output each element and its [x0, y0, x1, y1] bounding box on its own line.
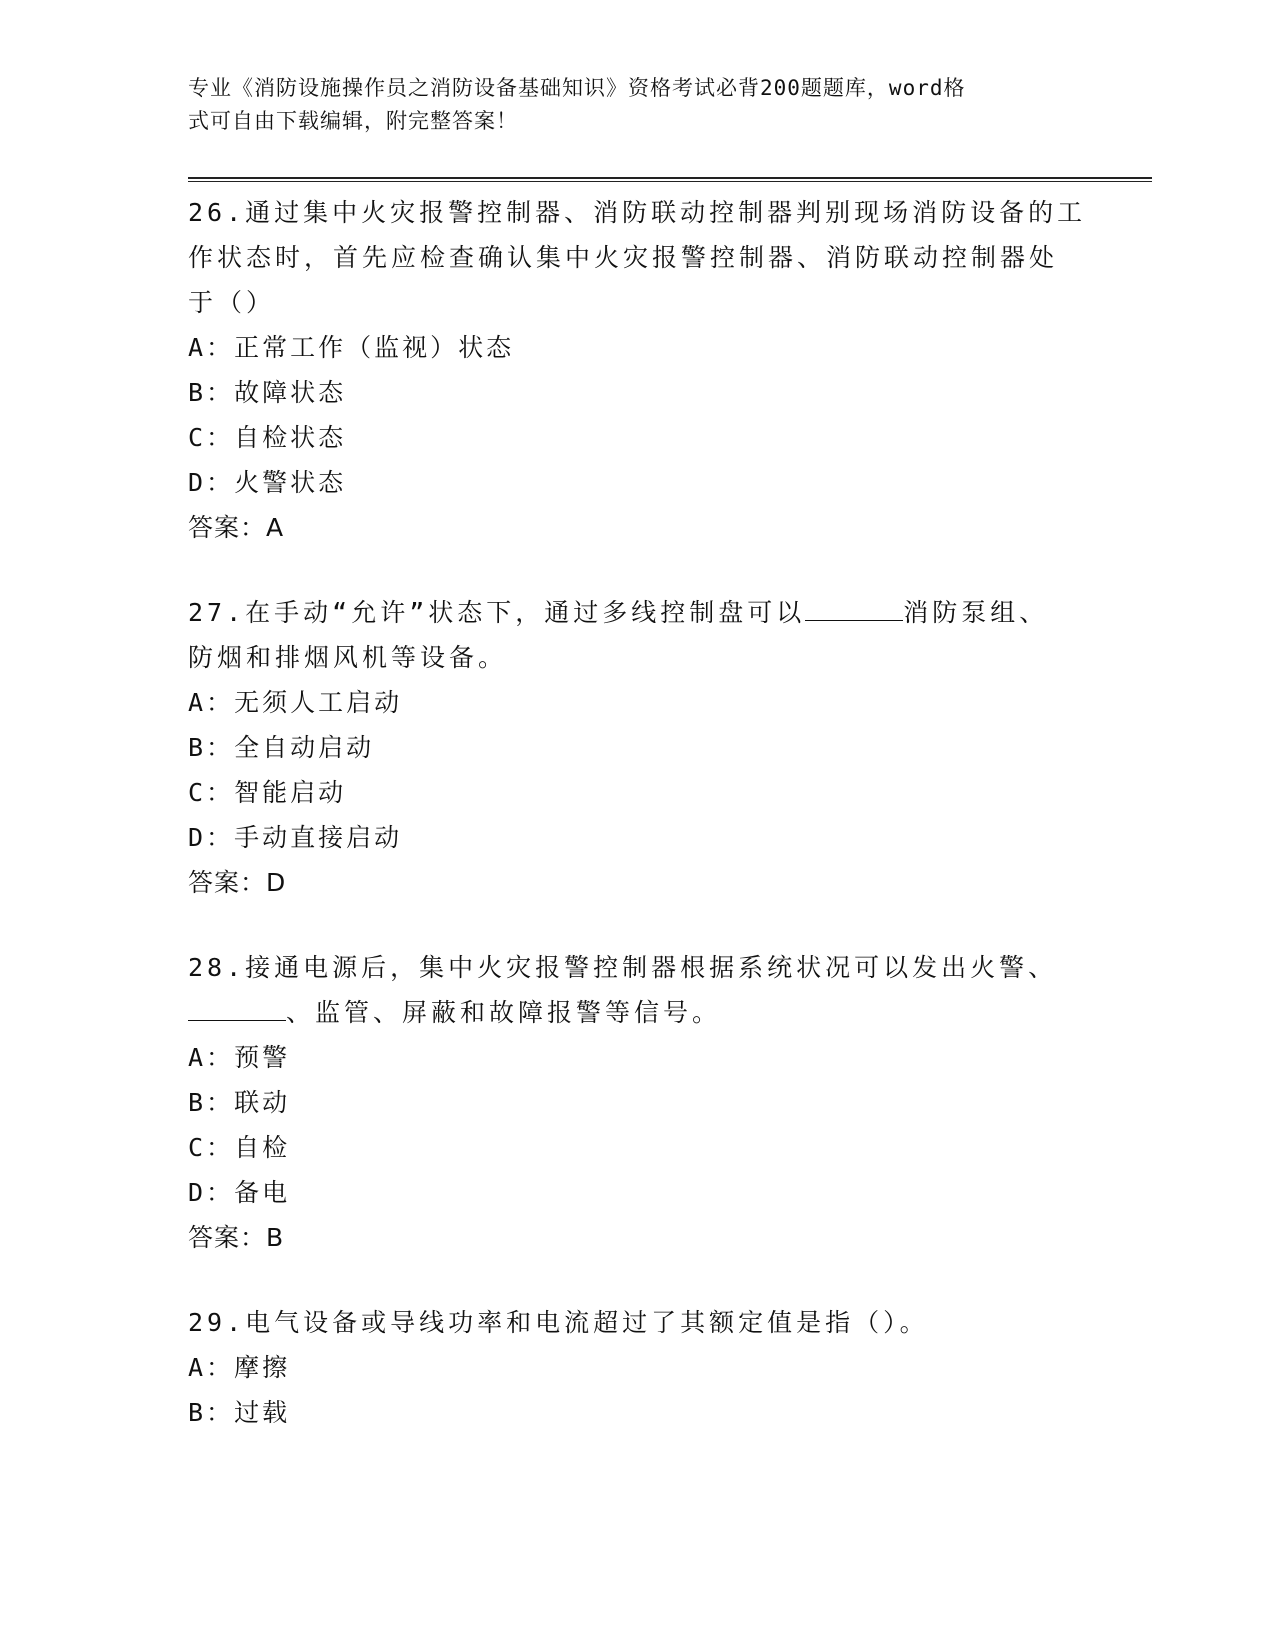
- option-d: [188, 815, 1088, 860]
- option-letter: C：: [188, 1133, 235, 1162]
- question-text: [188, 590, 1088, 680]
- question-line: 于（）: [188, 288, 276, 317]
- question-26: [188, 190, 1088, 550]
- option-text: 无须人工启动: [234, 688, 403, 717]
- question-line: [188, 590, 1088, 635]
- option-text: 正常工作（监视）状态: [234, 333, 515, 362]
- option-letter: B：: [188, 1398, 235, 1427]
- document-header: [188, 72, 1078, 138]
- question-29: [188, 1300, 1088, 1435]
- question-28: [188, 945, 1088, 1260]
- option-letter: A：: [188, 333, 235, 362]
- option-letter: D：: [188, 823, 235, 852]
- option-letter: B：: [188, 733, 235, 762]
- option-a: [188, 325, 1088, 370]
- question-line: [188, 990, 1088, 1035]
- header-divider: [188, 177, 1152, 182]
- option-d: [188, 1170, 1088, 1215]
- header-line-1: 专业《消防设施操作员之消防设备基础知识》资格考试必背200题题库，word格: [188, 76, 966, 100]
- answer-label: 答案：B: [188, 1223, 285, 1252]
- option-a: [188, 680, 1088, 725]
- option-letter: C：: [188, 423, 235, 452]
- option-letter: A：: [188, 1353, 235, 1382]
- option-letter: D：: [188, 468, 235, 497]
- option-text: 备电: [234, 1178, 291, 1207]
- option-a: [188, 1035, 1088, 1080]
- question-list: [188, 190, 1088, 1475]
- option-text: 手动直接启动: [234, 823, 403, 852]
- option-text: 故障状态: [234, 378, 347, 407]
- question-line: 作状态时，首先应检查确认集中火灾报警控制器、消防联动控制器处: [188, 243, 1059, 272]
- option-c: [188, 770, 1088, 815]
- fill-in-blank: [805, 594, 903, 621]
- option-letter: B：: [188, 378, 235, 407]
- option-b: [188, 1080, 1088, 1125]
- option-text: 预警: [234, 1043, 291, 1072]
- question-text: [188, 190, 1088, 325]
- question-text: [188, 1300, 1088, 1345]
- option-letter: A：: [188, 688, 235, 717]
- question-27: [188, 590, 1088, 905]
- question-line: 防烟和排烟风机等设备。: [188, 643, 508, 672]
- option-text: 摩擦: [234, 1353, 291, 1382]
- option-b: [188, 1390, 1088, 1435]
- option-b: [188, 370, 1088, 415]
- option-letter: B：: [188, 1088, 235, 1117]
- question-line: 26.通过集中火灾报警控制器、消防联动控制器判别现场消防设备的工: [188, 198, 1087, 227]
- option-letter: A：: [188, 1043, 235, 1072]
- option-d: [188, 460, 1088, 505]
- question-line: 29.电气设备或导线功率和电流超过了其额定值是指（）。: [188, 1308, 929, 1337]
- answer-label: 答案：D: [188, 868, 287, 897]
- option-letter: D：: [188, 1178, 235, 1207]
- header-line-2: 式可自由下载编辑，附完整答案！: [188, 109, 518, 133]
- option-c: [188, 1125, 1088, 1170]
- question-line: 28.接通电源后，集中火灾报警控制器根据系统状况可以发出火警、: [188, 953, 1058, 982]
- answer-label: 答案：A: [188, 513, 285, 542]
- question-text-part: 、监管、屏蔽和故障报警等信号。: [286, 998, 722, 1027]
- question-text: [188, 945, 1088, 1035]
- question-text-part: 消防泵组、: [903, 598, 1049, 627]
- option-text: 联动: [234, 1088, 291, 1117]
- option-text: 过载: [234, 1398, 291, 1427]
- option-text: 火警状态: [234, 468, 347, 497]
- option-text: 智能启动: [234, 778, 347, 807]
- fill-in-blank: [188, 994, 286, 1021]
- option-text: 自检状态: [234, 423, 347, 452]
- option-text: 自检: [234, 1133, 291, 1162]
- option-letter: C：: [188, 778, 235, 807]
- option-c: [188, 415, 1088, 460]
- option-text: 全自动启动: [234, 733, 375, 762]
- question-text-part: 27.在手动“允许”状态下，通过多线控制盘可以: [188, 598, 806, 627]
- option-b: [188, 725, 1088, 770]
- option-a: [188, 1345, 1088, 1390]
